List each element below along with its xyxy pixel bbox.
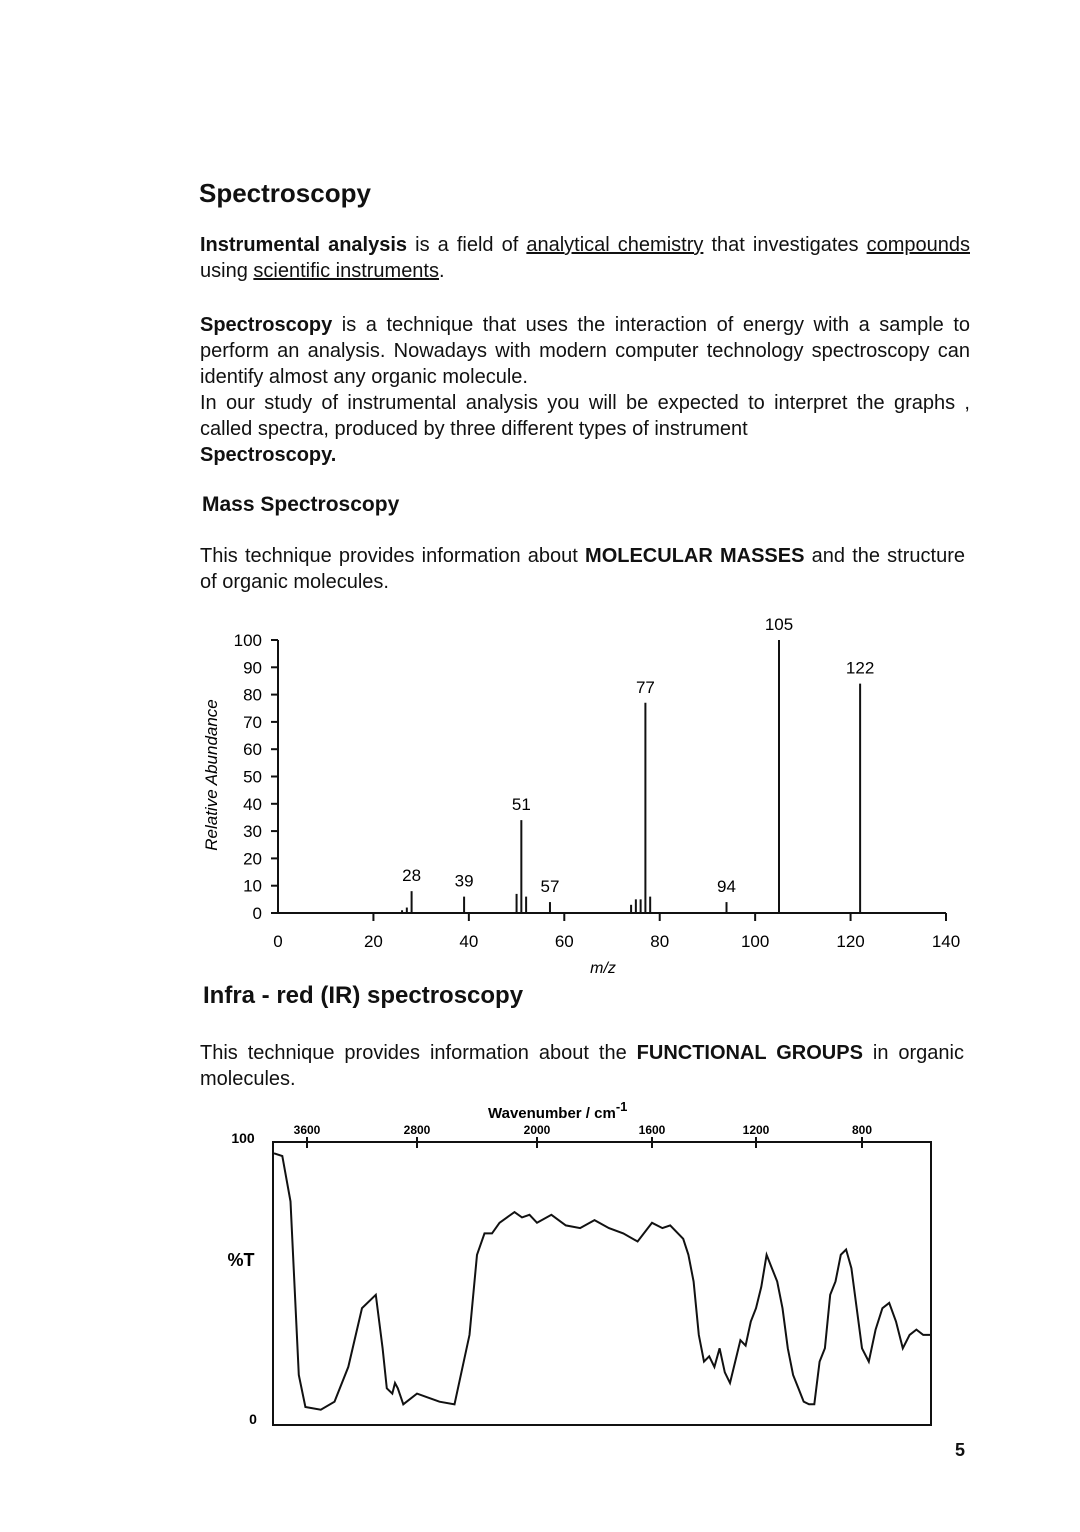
ms-y-tick-label: 80	[243, 685, 262, 705]
ms-y-tick-label: 20	[243, 849, 262, 869]
ir-spectrum-line	[274, 1153, 930, 1409]
mass-spectrum-y-label: Relative Abundance	[202, 699, 221, 851]
ms-y-tick-label: 70	[243, 712, 262, 732]
mass-spectrum-y-ticks	[234, 631, 278, 923]
ms-y-tick-label: 30	[243, 822, 262, 842]
ms-y-tick-label: 40	[243, 794, 262, 814]
ms-y-tick-label: 60	[243, 740, 262, 760]
ms-x-tick-label: 120	[836, 932, 865, 951]
ms-x-tick-label: 20	[363, 932, 383, 951]
mass-spectrum-peak-labels	[402, 615, 874, 896]
ir-spectroscopy-heading: Infra - red (IR) spectroscopy	[203, 982, 524, 1009]
ir-plot-frame	[273, 1142, 931, 1425]
page-number: 5	[955, 1440, 966, 1460]
molecular-masses-bold: MOLECULAR MASSES	[585, 545, 805, 567]
ms-peak-label: 105	[764, 615, 794, 634]
ir-x-tick-label: 1600	[638, 1123, 666, 1137]
ir-x-tick-label: 800	[851, 1123, 873, 1137]
ms-x-tick-label: 40	[459, 932, 479, 951]
ir-text: in organic molecules.	[200, 1042, 964, 1090]
ir-x-tick-label: 2800	[403, 1123, 431, 1137]
ms-x-tick-label: 0	[273, 932, 283, 951]
ms-y-tick-label: 50	[243, 767, 262, 787]
ms-y-tick-label: 10	[243, 876, 262, 896]
ms-x-tick-label: 60	[554, 932, 574, 951]
ms-y-tick-label: 90	[243, 658, 262, 678]
intro-text: .	[439, 260, 445, 282]
term-spectroscopy-2: Spectroscopy.	[200, 444, 337, 466]
mass-spectrum-x-ticks	[273, 913, 960, 951]
ir-x-tick-label: 1200	[742, 1123, 770, 1137]
ms-peak-label: 94	[717, 877, 736, 897]
ir-spectrum-chart	[0, 1095, 1080, 1440]
ms-peak-label: 122	[845, 658, 875, 678]
ms-peak-label: 57	[540, 877, 560, 897]
ir-title: Wavenumber / cm-1	[488, 1099, 628, 1122]
ms-x-tick-label: 80	[650, 932, 670, 951]
intro-text: that investigates	[703, 234, 867, 256]
intro-paragraph	[200, 232, 970, 284]
mass-spectrum-x-label: m/z	[590, 960, 616, 977]
spectroscopy-paragraph	[200, 312, 970, 468]
mass-text: and the structure of organic molecules.	[200, 545, 965, 593]
intro-text: is a field of	[407, 234, 527, 256]
term-spectroscopy: Spectroscopy	[200, 314, 333, 336]
ms-x-tick-label: 100	[740, 932, 770, 951]
term-instrumental-analysis: Instrumental analysis	[200, 234, 408, 256]
ir-spectroscopy-paragraph	[200, 1040, 964, 1092]
scientific-instruments-link[interactable]: scientific instruments	[253, 260, 439, 282]
mass-spectrum-axes	[278, 640, 946, 913]
compounds-link[interactable]: compounds	[866, 234, 970, 256]
mass-spectroscopy-heading: Mass Spectroscopy	[202, 493, 400, 516]
ir-y-label: %T	[227, 1250, 255, 1270]
ms-peak-label: 39	[454, 871, 474, 891]
analytical-chemistry-link[interactable]: analytical chemistry	[526, 234, 704, 256]
ir-x-tick-label: 2000	[523, 1123, 551, 1137]
mass-spectroscopy-paragraph	[200, 543, 965, 595]
spectroscopy-text: is a technique that uses the interaction of energy with a sample to perform an analysis. Nowadays with modern computer technology spectroscopy can identify almost any organic molecule.	[200, 314, 970, 388]
ir-x-tick-label: 3600	[293, 1123, 321, 1137]
ms-y-tick-label: 0	[252, 904, 262, 923]
ir-y-tick-100: 100	[231, 1130, 255, 1146]
ms-peak-label: 51	[511, 795, 531, 815]
ms-peak-label: 28	[402, 866, 422, 886]
ms-peak-label: 77	[635, 677, 655, 697]
ir-x-ticks	[294, 1123, 873, 1148]
intro-text: using	[200, 260, 254, 282]
ms-x-tick-label: 140	[931, 932, 961, 951]
ir-y-tick-0: 0	[249, 1411, 257, 1427]
page-title: Spectroscopy	[199, 178, 371, 208]
ir-text: This technique provides information about the	[200, 1042, 637, 1064]
functional-groups-bold: FUNCTIONAL GROUPS	[636, 1042, 863, 1064]
mass-spectrum-chart	[0, 600, 1080, 990]
ms-y-tick-label: 100	[233, 631, 262, 650]
mass-text: This technique provides information about	[200, 545, 586, 567]
spectroscopy-text-2: In our study of instrumental analysis you will be expected to interpret the graphs , called spectra, produced by three different types of instrument	[200, 392, 970, 440]
